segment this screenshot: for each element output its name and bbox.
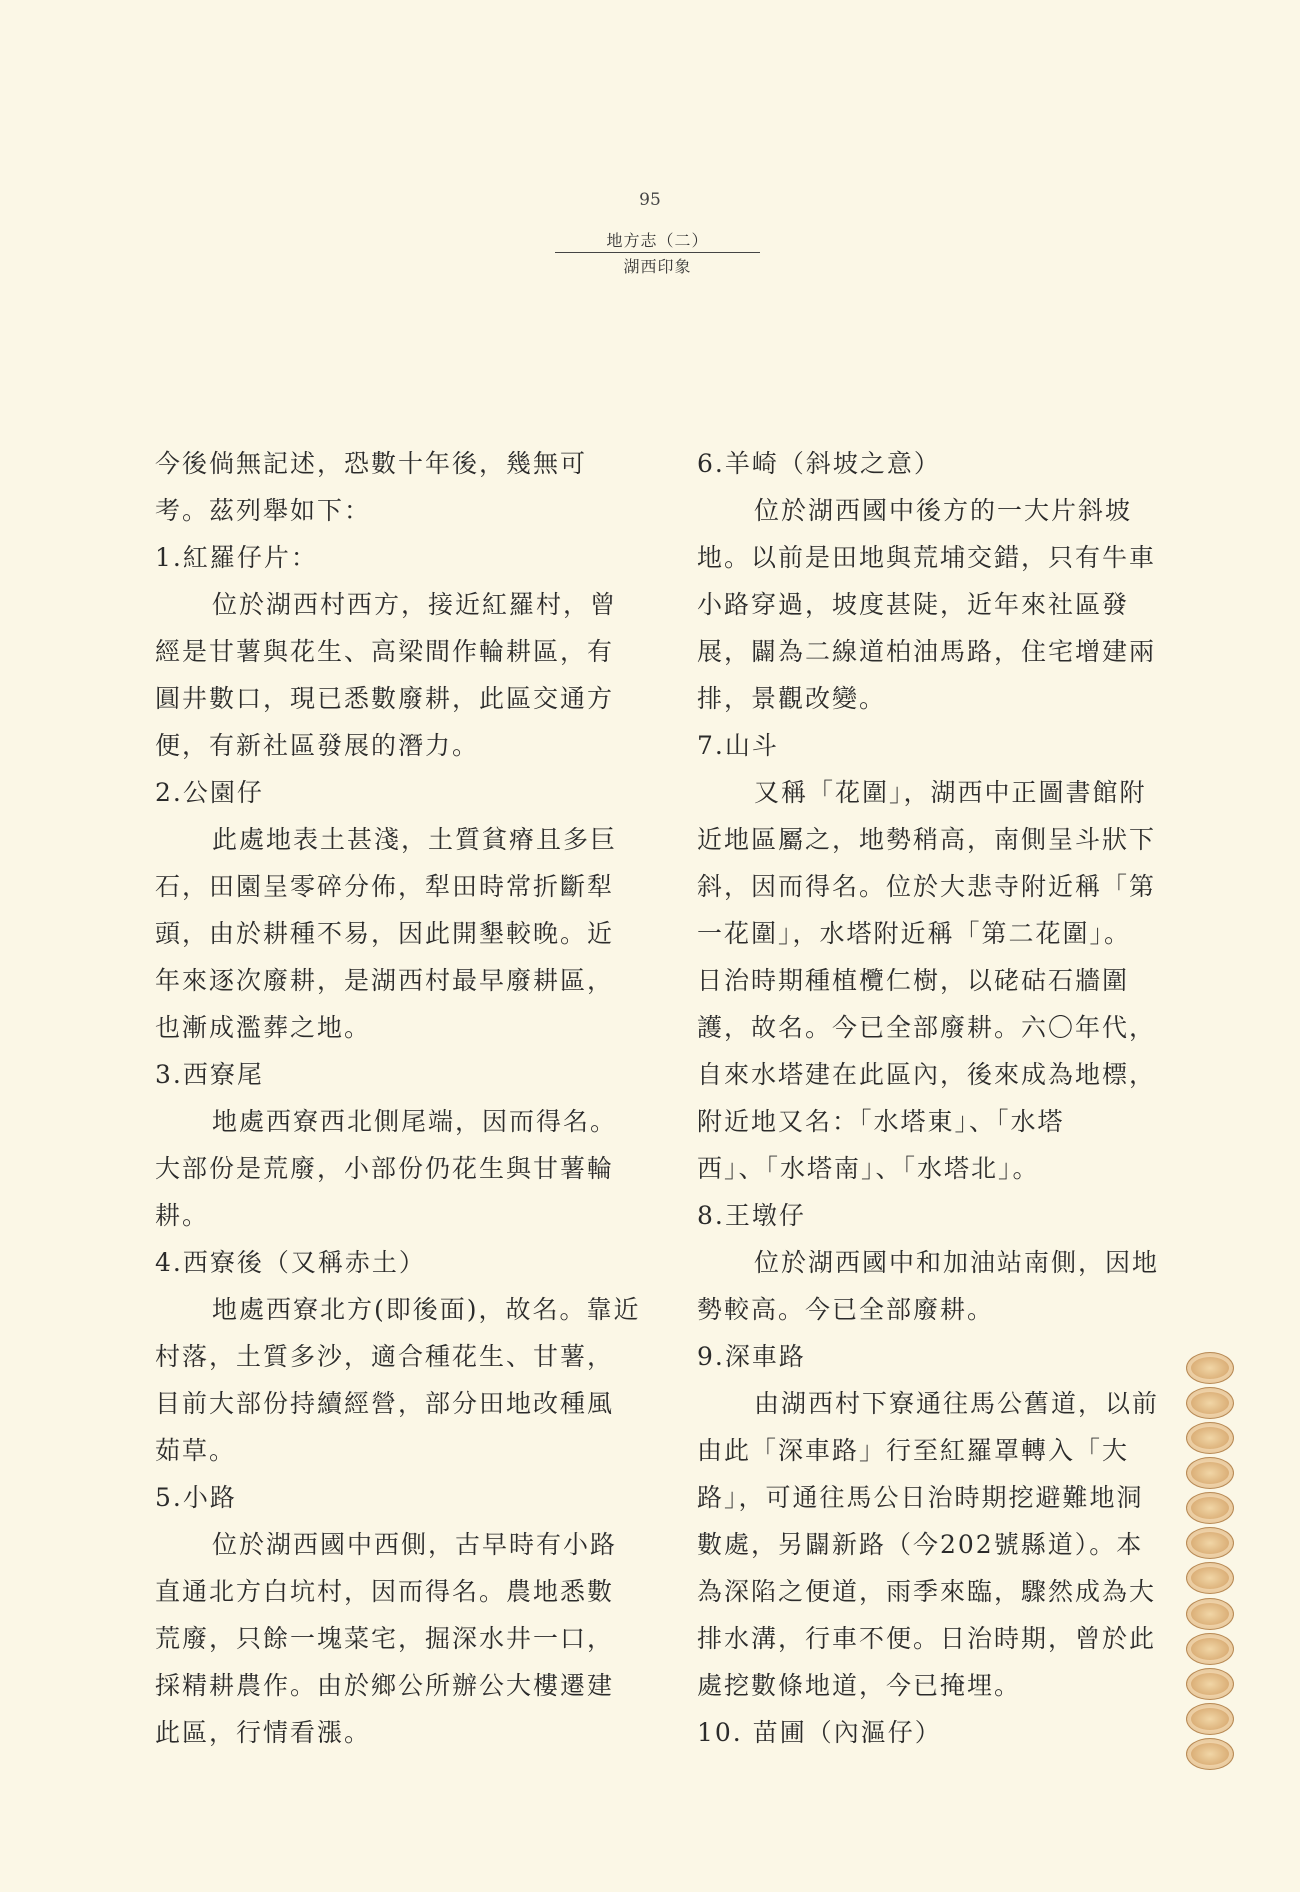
text-line: 圓井數口，現已悉數廢耕，此區交通方 [155, 684, 615, 713]
text-line: 茹草。 [155, 1436, 237, 1465]
section-heading: 6.羊崎（斜坡之意） [697, 449, 941, 478]
text-line: 勢較高。今已全部廢耕。 [697, 1295, 995, 1324]
section-heading: 3.西寮尾 [155, 1060, 264, 1089]
text-line: 護，故名。今已全部廢耕。六〇年代， [697, 1013, 1157, 1042]
section-heading: 8.王墩仔 [697, 1201, 806, 1230]
text-line: 石，田園呈零碎分佈，犁田時常折斷犁 [155, 872, 615, 901]
decorative-border-strip [1186, 1352, 1238, 1770]
section-heading: 2.公園仔 [155, 778, 264, 807]
text-line: 今後倘無記述，恐數十年後，幾無可 [155, 449, 588, 478]
text-line: 自來水塔建在此區內，後來成為地標， [697, 1060, 1157, 1089]
text-line: 斜，因而得名。位於大悲寺附近稱「第 [697, 872, 1157, 901]
text-line: 位於湖西村西方，接近紅羅村，曾 [212, 590, 618, 619]
medallion-ornament-icon [1186, 1598, 1234, 1630]
text-line: 日治時期種植欖仁樹，以硓𥑮石牆圍 [697, 966, 1130, 995]
medallion-ornament-icon [1186, 1633, 1234, 1665]
text-line: 位於湖西國中西側，古早時有小路 [212, 1530, 618, 1559]
text-line: 也漸成濫葬之地。 [155, 1013, 372, 1042]
text-line: 大部份是荒廢，小部份仍花生與甘薯輪 [155, 1154, 615, 1183]
medallion-ornament-icon [1186, 1387, 1234, 1419]
text-line: 數處，另闢新路（今202號縣道）。本 [697, 1530, 1144, 1559]
section-heading: 1.紅羅仔片： [155, 543, 318, 572]
medallion-ornament-icon [1186, 1562, 1234, 1594]
text-line: 小路穿過，坡度甚陡，近年來社區發 [697, 590, 1130, 619]
section-heading: 9.深車路 [697, 1342, 806, 1371]
text-line: 村落，土質多沙，適合種花生、甘薯， [155, 1342, 615, 1371]
text-line: 近地區屬之，地勢稍高，南側呈斗狀下 [697, 825, 1157, 854]
medallion-ornament-icon [1186, 1352, 1234, 1384]
text-line: 排水溝，行車不便。日治時期，曾於此 [697, 1624, 1157, 1653]
text-line: 耕。 [155, 1201, 210, 1230]
text-line: 又稱「花圍」，湖西中正圖書館附 [754, 778, 1147, 807]
chapter-title: 湖西印象 [623, 257, 692, 276]
text-line: 排，景觀改變。 [697, 684, 887, 713]
section-heading: 10. 苗圃（內漚仔） [697, 1718, 942, 1747]
text-line: 路」，可通往馬公日治時期挖避難地洞 [697, 1483, 1144, 1512]
text-line: 位於湖西國中和加油站南側，因地 [754, 1248, 1160, 1277]
text-line: 地處西寮北方(即後面)，故名。靠近 [212, 1295, 641, 1324]
medallion-ornament-icon [1186, 1668, 1234, 1700]
text-line: 西」、「水塔南」、「水塔北」。 [697, 1154, 1040, 1183]
text-line: 此處地表土甚淺，土質貧瘠且多巨 [212, 825, 618, 854]
left-text-column [155, 440, 641, 1756]
text-line: 年來逐次廢耕，是湖西村最早廢耕區， [155, 966, 615, 995]
medallion-ornament-icon [1186, 1527, 1234, 1559]
text-line: 處挖數條地道，今已掩埋。 [697, 1671, 1022, 1700]
medallion-ornament-icon [1186, 1422, 1234, 1454]
book-title: 地方志（二） [606, 231, 709, 250]
text-line: 考。茲列舉如下： [155, 496, 372, 525]
text-line: 地處西寮西北側尾端，因而得名。 [212, 1107, 618, 1136]
right-text-column [697, 440, 1167, 1756]
text-line: 展，闢為二線道柏油馬路，住宅增建兩 [697, 637, 1157, 666]
medallion-ornament-icon [1186, 1457, 1234, 1489]
text-line: 為深陷之便道，雨季來臨，驟然成為大 [697, 1577, 1157, 1606]
text-line: 採精耕農作。由於鄉公所辦公大樓遷建 [155, 1671, 615, 1700]
medallion-ornament-icon [1186, 1703, 1234, 1735]
header-divider [555, 252, 760, 253]
text-line: 由此「深車路」行至紅羅罩轉入「大 [697, 1436, 1130, 1465]
medallion-ornament-icon [1186, 1492, 1234, 1524]
text-line: 便，有新社區發展的潛力。 [155, 731, 480, 760]
text-line: 荒廢，只餘一塊菜宅，掘深水井一口， [155, 1624, 615, 1653]
text-line: 由湖西村下寮通往馬公舊道，以前 [754, 1389, 1160, 1418]
text-line: 目前大部份持續經營，部分田地改種風 [155, 1389, 615, 1418]
text-line: 頭，由於耕種不易，因此開墾較晚。近 [155, 919, 615, 948]
text-line: 位於湖西國中後方的一大片斜坡 [754, 496, 1133, 525]
section-heading: 5.小路 [155, 1483, 237, 1512]
text-line: 附近地又名：「水塔東」、「水塔 [697, 1107, 1065, 1136]
text-line: 一花圍」，水塔附近稱「第二花圍」。 [697, 919, 1132, 948]
text-line: 地。以前是田地與荒埔交錯，只有牛車 [697, 543, 1157, 572]
section-heading: 4.西寮後（又稱赤土） [155, 1248, 426, 1277]
page-number: 95 [639, 190, 661, 210]
text-line: 直通北方白坑村，因而得名。農地悉數 [155, 1577, 615, 1606]
text-line: 經是甘薯與花生、高梁間作輪耕區，有 [155, 637, 615, 666]
medallion-ornament-icon [1186, 1738, 1234, 1770]
text-line: 此區，行情看漲。 [155, 1718, 372, 1747]
section-heading: 7.山斗 [697, 731, 779, 760]
